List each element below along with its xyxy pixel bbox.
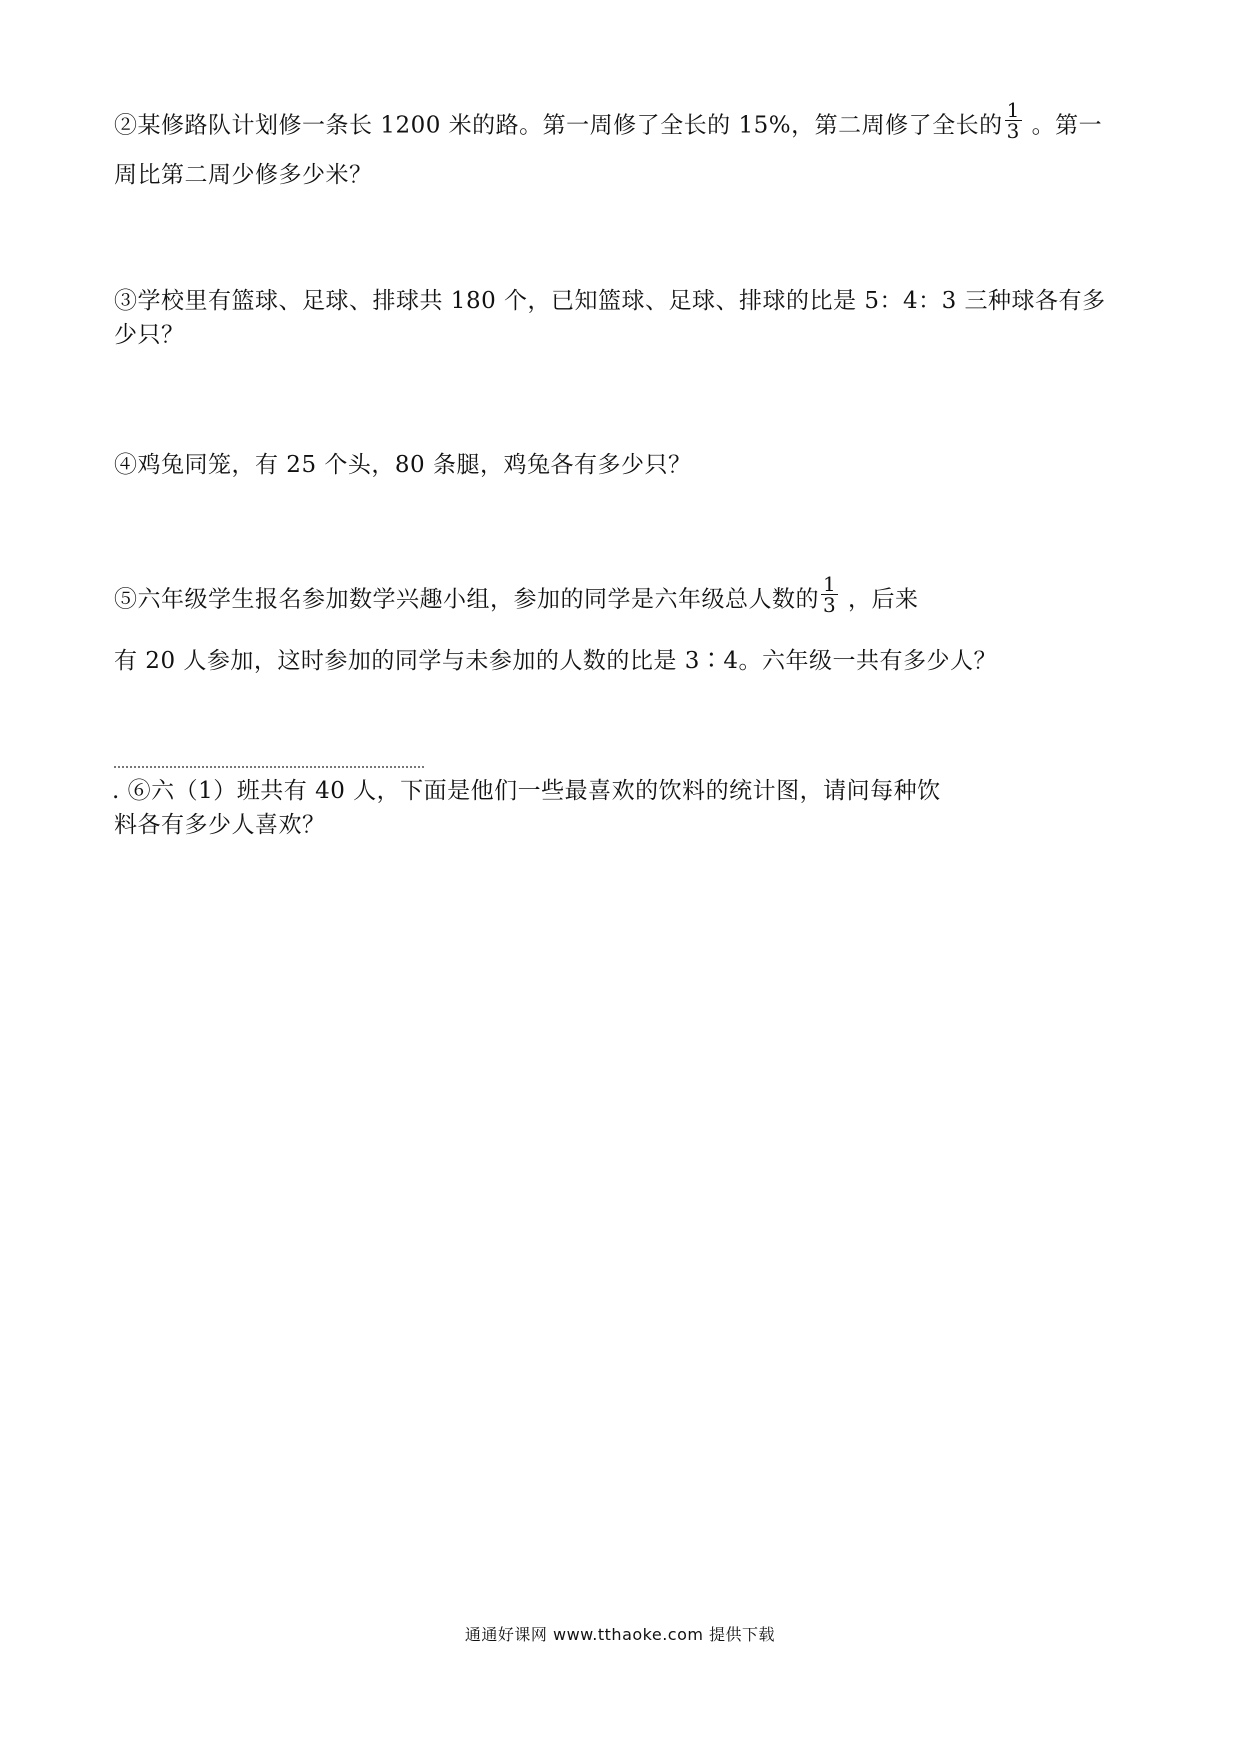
question-4-line-1: ④鸡兔同笼，有 25 个头，80 条腿，鸡兔各有多少只？ [114, 452, 692, 478]
question-5-text-after-fraction: ，后来 [840, 586, 919, 613]
question-2-line-2: 周比第二周少修多少米？ [114, 162, 373, 188]
fraction-one-third [821, 574, 838, 615]
fraction-denominator: 3 [1006, 119, 1020, 143]
question-5-text-before-fraction: ⑤六年级学生报名参加数学兴趣小组，参加的同学是六年级总人数的 [114, 586, 819, 613]
fraction-numerator: 1 [1006, 98, 1020, 122]
fraction-denominator: 3 [823, 593, 837, 617]
question-6-line-1: . ⑥六（1）班共有 40 人，下面是他们一些最喜欢的饮料的统计图，请问每种饮 [112, 778, 941, 804]
question-3-line-1: ③学校里有篮球、足球、排球共 180 个，已知篮球、足球、排球的比是 5：4：3 三种球各有多 [114, 288, 1106, 314]
page-footer: 通通好课网 www.tthaoke.com 提供下载 [464, 1625, 776, 1644]
question-6-line-2: 料各有多少人喜欢？ [114, 812, 326, 838]
question-2-text-after-fraction: 。第一 [1023, 112, 1103, 139]
question-2-line-1 [114, 98, 1103, 147]
question-5-line-2: 有 20 人参加，这时参加的同学与未参加的人数的比是 3∶4。六年级一共有多少人？ [114, 648, 997, 674]
dotted-separator [114, 766, 424, 768]
fraction-numerator: 1 [823, 572, 837, 596]
question-3-line-2: 少只？ [114, 322, 185, 348]
question-5-line-1 [114, 572, 919, 621]
fraction-one-third [1005, 100, 1022, 141]
question-2-text-before-fraction: ②某修路队计划修一条长 1200 米的路。第一周修了全长的 15%，第二周修了全长的 [114, 112, 1003, 139]
